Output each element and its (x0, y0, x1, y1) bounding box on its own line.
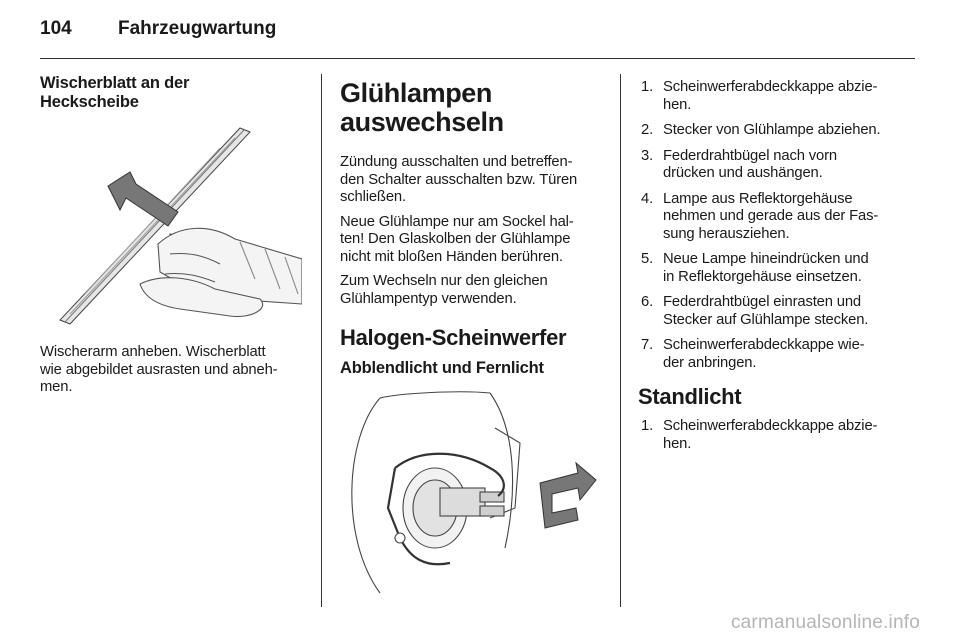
watermark: carmanualsonline.info (730, 612, 920, 633)
bulbs-paragraph-2: Neue Glühlampe nur am Sockel hal- ten! Den Glaskolben der Glühlampe nicht mit bloßen Händen berühren. (340, 213, 574, 265)
step-1: 1. Scheinwerferabdeckkappe abzie- hen. (641, 79, 878, 113)
headlamp-illustration (340, 388, 602, 603)
standlicht-title: Standlicht (638, 384, 742, 409)
step-3: 3. Federdrahtbügel nach vorn drücken und aushängen. (641, 147, 837, 181)
step-7: 7. Scheinwerferabdeckkappe wie- der anbringen. (641, 337, 865, 371)
chapter-title: Fahrzeugwartung (118, 18, 277, 39)
halogen-section-title: Halogen-Scheinwerfer (340, 325, 567, 350)
header-rule (40, 58, 915, 59)
bulbs-paragraph-3: Zum Wechseln nur den gleichen Glühlampentyp verwenden. (340, 273, 548, 307)
wiper-heading: Wischerblatt an der Heckscheibe (40, 74, 190, 111)
bulbs-title: Glühlampen auswechseln (340, 78, 504, 137)
halogen-steps-list (638, 79, 918, 372)
column-steps (638, 74, 918, 461)
low-high-beam-subtitle: Abblendlicht und Fernlicht (340, 359, 544, 377)
column-divider-1 (321, 74, 322, 607)
column-bulbs (340, 74, 605, 603)
wiper-illustration (40, 124, 302, 329)
column-wiper (40, 74, 305, 397)
standlicht-steps-list (638, 418, 918, 453)
column-divider-2 (620, 74, 621, 607)
step-2: 2. Stecker von Glühlampe abziehen. (641, 122, 881, 138)
bulbs-paragraph-1: Zündung ausschalten und betreffen- den Schalter ausschalten bzw. Türen schließen. (340, 154, 578, 205)
step-5: 5. Neue Lampe hineindrücken und in Reflektorgehäuse einsetzen. (641, 251, 869, 285)
step-6: 6. Federdrahtbügel einrasten und Stecker auf Glühlampe stecken. (641, 294, 869, 328)
standlicht-step-1: 1. Scheinwerferabdeckkappe abzie- hen. (641, 418, 878, 452)
wiper-caption: Wischerarm anheben. Wischerblatt wie abgebildet ausrasten und abneh- men. (40, 344, 278, 395)
page-number: 104 (40, 18, 72, 39)
step-4: 4. Lampe aus Reflektorgehäuse nehmen und gerade aus der Fas- sung herausziehen. (641, 190, 879, 242)
